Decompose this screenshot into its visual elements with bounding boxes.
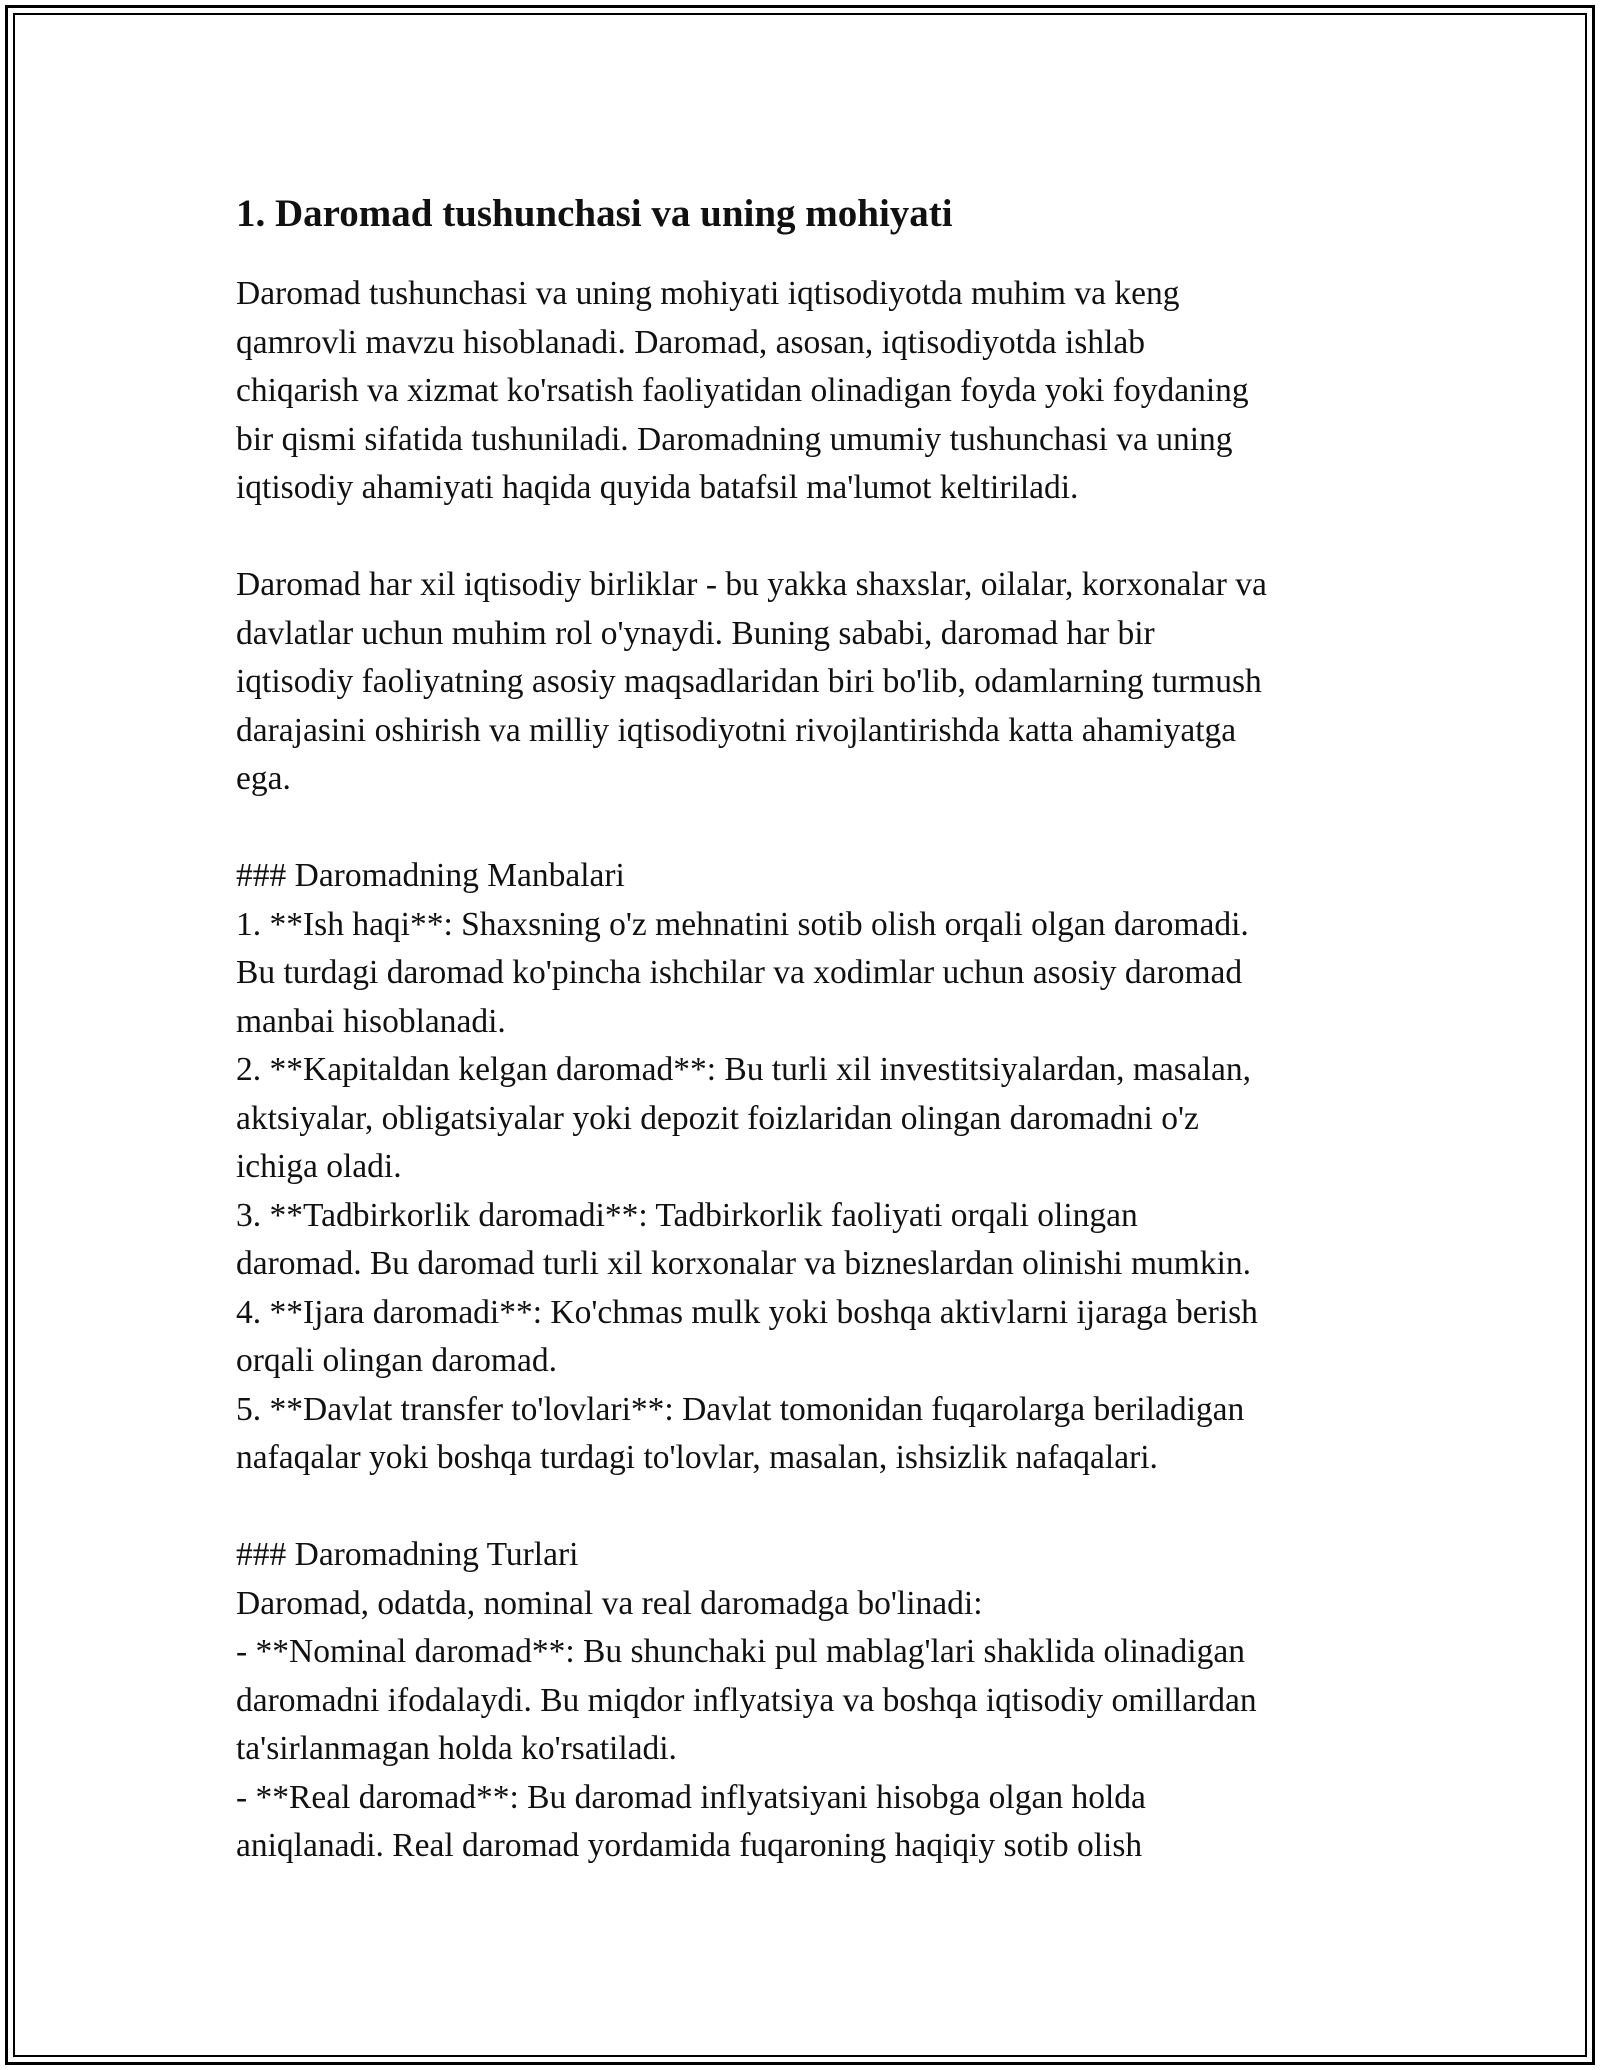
text-line: aktsiyalar, obligatsiyalar yoki depozit foizlaridan olingan daromadni o'z xyxy=(236,1099,1199,1137)
text-line: 3. **Tadbirkorlik daromadi**: Tadbirkorlik faoliyati orqali olingan xyxy=(236,1196,1138,1234)
text-line: darajasini oshirish va milliy iqtisodiyotni rivojlantirishda katta ahamiyatga xyxy=(236,711,1237,749)
text-line: ichiga oladi. xyxy=(236,1148,402,1185)
document-body xyxy=(236,188,1376,1871)
text-line: - **Nominal daromad**: Bu shunchaki pul mablag'lari shaklida olinadigan xyxy=(236,1633,1245,1670)
text-line: daromadni ifodalaydi. Bu miqdor inflyatsiya va boshqa iqtisodiy omillardan xyxy=(236,1681,1257,1719)
text-line: Daromad tushunchasi va uning mohiyati iqtisodiyotda muhim va keng xyxy=(236,275,1180,312)
text-line: chiqarish va xizmat ko'rsatish faoliyatidan olinadigan foyda yoki foydaning xyxy=(236,372,1249,409)
blank-line xyxy=(236,1483,1376,1532)
text-line: 4. **Ijara daromadi**: Ko'chmas mulk yoki boshqa aktivlarni ijaraga berish xyxy=(236,1293,1258,1331)
text-line: iqtisodiy ahamiyati haqida quyida batafsil ma'lumot keltiriladi. xyxy=(236,469,1079,506)
blank-line xyxy=(236,513,1376,562)
text-line: orqali olingan daromad. xyxy=(236,1342,557,1379)
text-line: ta'sirlanmagan holda ko'rsatiladi. xyxy=(236,1730,677,1767)
text-line: 2. **Kapitaldan kelgan daromad**: Bu turli xil investitsiyalardan, masalan, xyxy=(236,1051,1251,1088)
text-line: manbai hisoblanadi. xyxy=(236,1002,506,1040)
text-line: nafaqalar yoki boshqa turdagi to'lovlar, masalan, ishsizlik nafaqalari. xyxy=(236,1439,1158,1476)
text-line: ### Daromadning Manbalari xyxy=(236,857,625,894)
document-text xyxy=(236,270,1376,1871)
text-line: ### Daromadning Turlari xyxy=(236,1536,579,1573)
text-line: aniqlanadi. Real daromad yordamida fuqaroning haqiqiy sotib olish xyxy=(236,1827,1143,1864)
text-line: qamrovli mavzu hisoblanadi. Daromad, asosan, iqtisodiyotda ishlab xyxy=(236,323,1145,361)
text-line: Daromad har xil iqtisodiy birliklar - bu yakka shaxslar, oilalar, korxonalar va xyxy=(236,566,1267,603)
blank-line xyxy=(236,804,1376,853)
text-line: ega. xyxy=(236,760,291,797)
text-line: davlatlar uchun muhim rol o'ynaydi. Buning sababi, daromad har bir xyxy=(236,614,1155,652)
text-line: bir qismi sifatida tushuniladi. Daromadning umumiy tushunchasi va uning xyxy=(236,420,1233,458)
text-line: - **Real daromad**: Bu daromad inflyatsiyani hisobga olgan holda xyxy=(236,1778,1146,1816)
text-line: 1. **Ish haqi**: Shaxsning o'z mehnatini sotib olish orqali olgan daromadi. xyxy=(236,905,1249,943)
document-title: 1. Daromad tushunchasi va uning mohiyati xyxy=(236,192,953,235)
text-line: 5. **Davlat transfer to'lovlari**: Davlat tomonidan fuqarolarga beriladigan xyxy=(236,1390,1245,1428)
text-line: Bu turdagi daromad ko'pincha ishchilar va xodimlar uchun asosiy daromad xyxy=(236,954,1243,991)
text-line: iqtisodiy faoliyatning asosiy maqsadlaridan biri bo'lib, odamlarning turmush xyxy=(236,663,1262,700)
text-line: Daromad, odatda, nominal va real daromadga bo'linadi: xyxy=(236,1584,983,1622)
text-line: daromad. Bu daromad turli xil korxonalar va bizneslardan olinishi mumkin. xyxy=(236,1245,1252,1282)
